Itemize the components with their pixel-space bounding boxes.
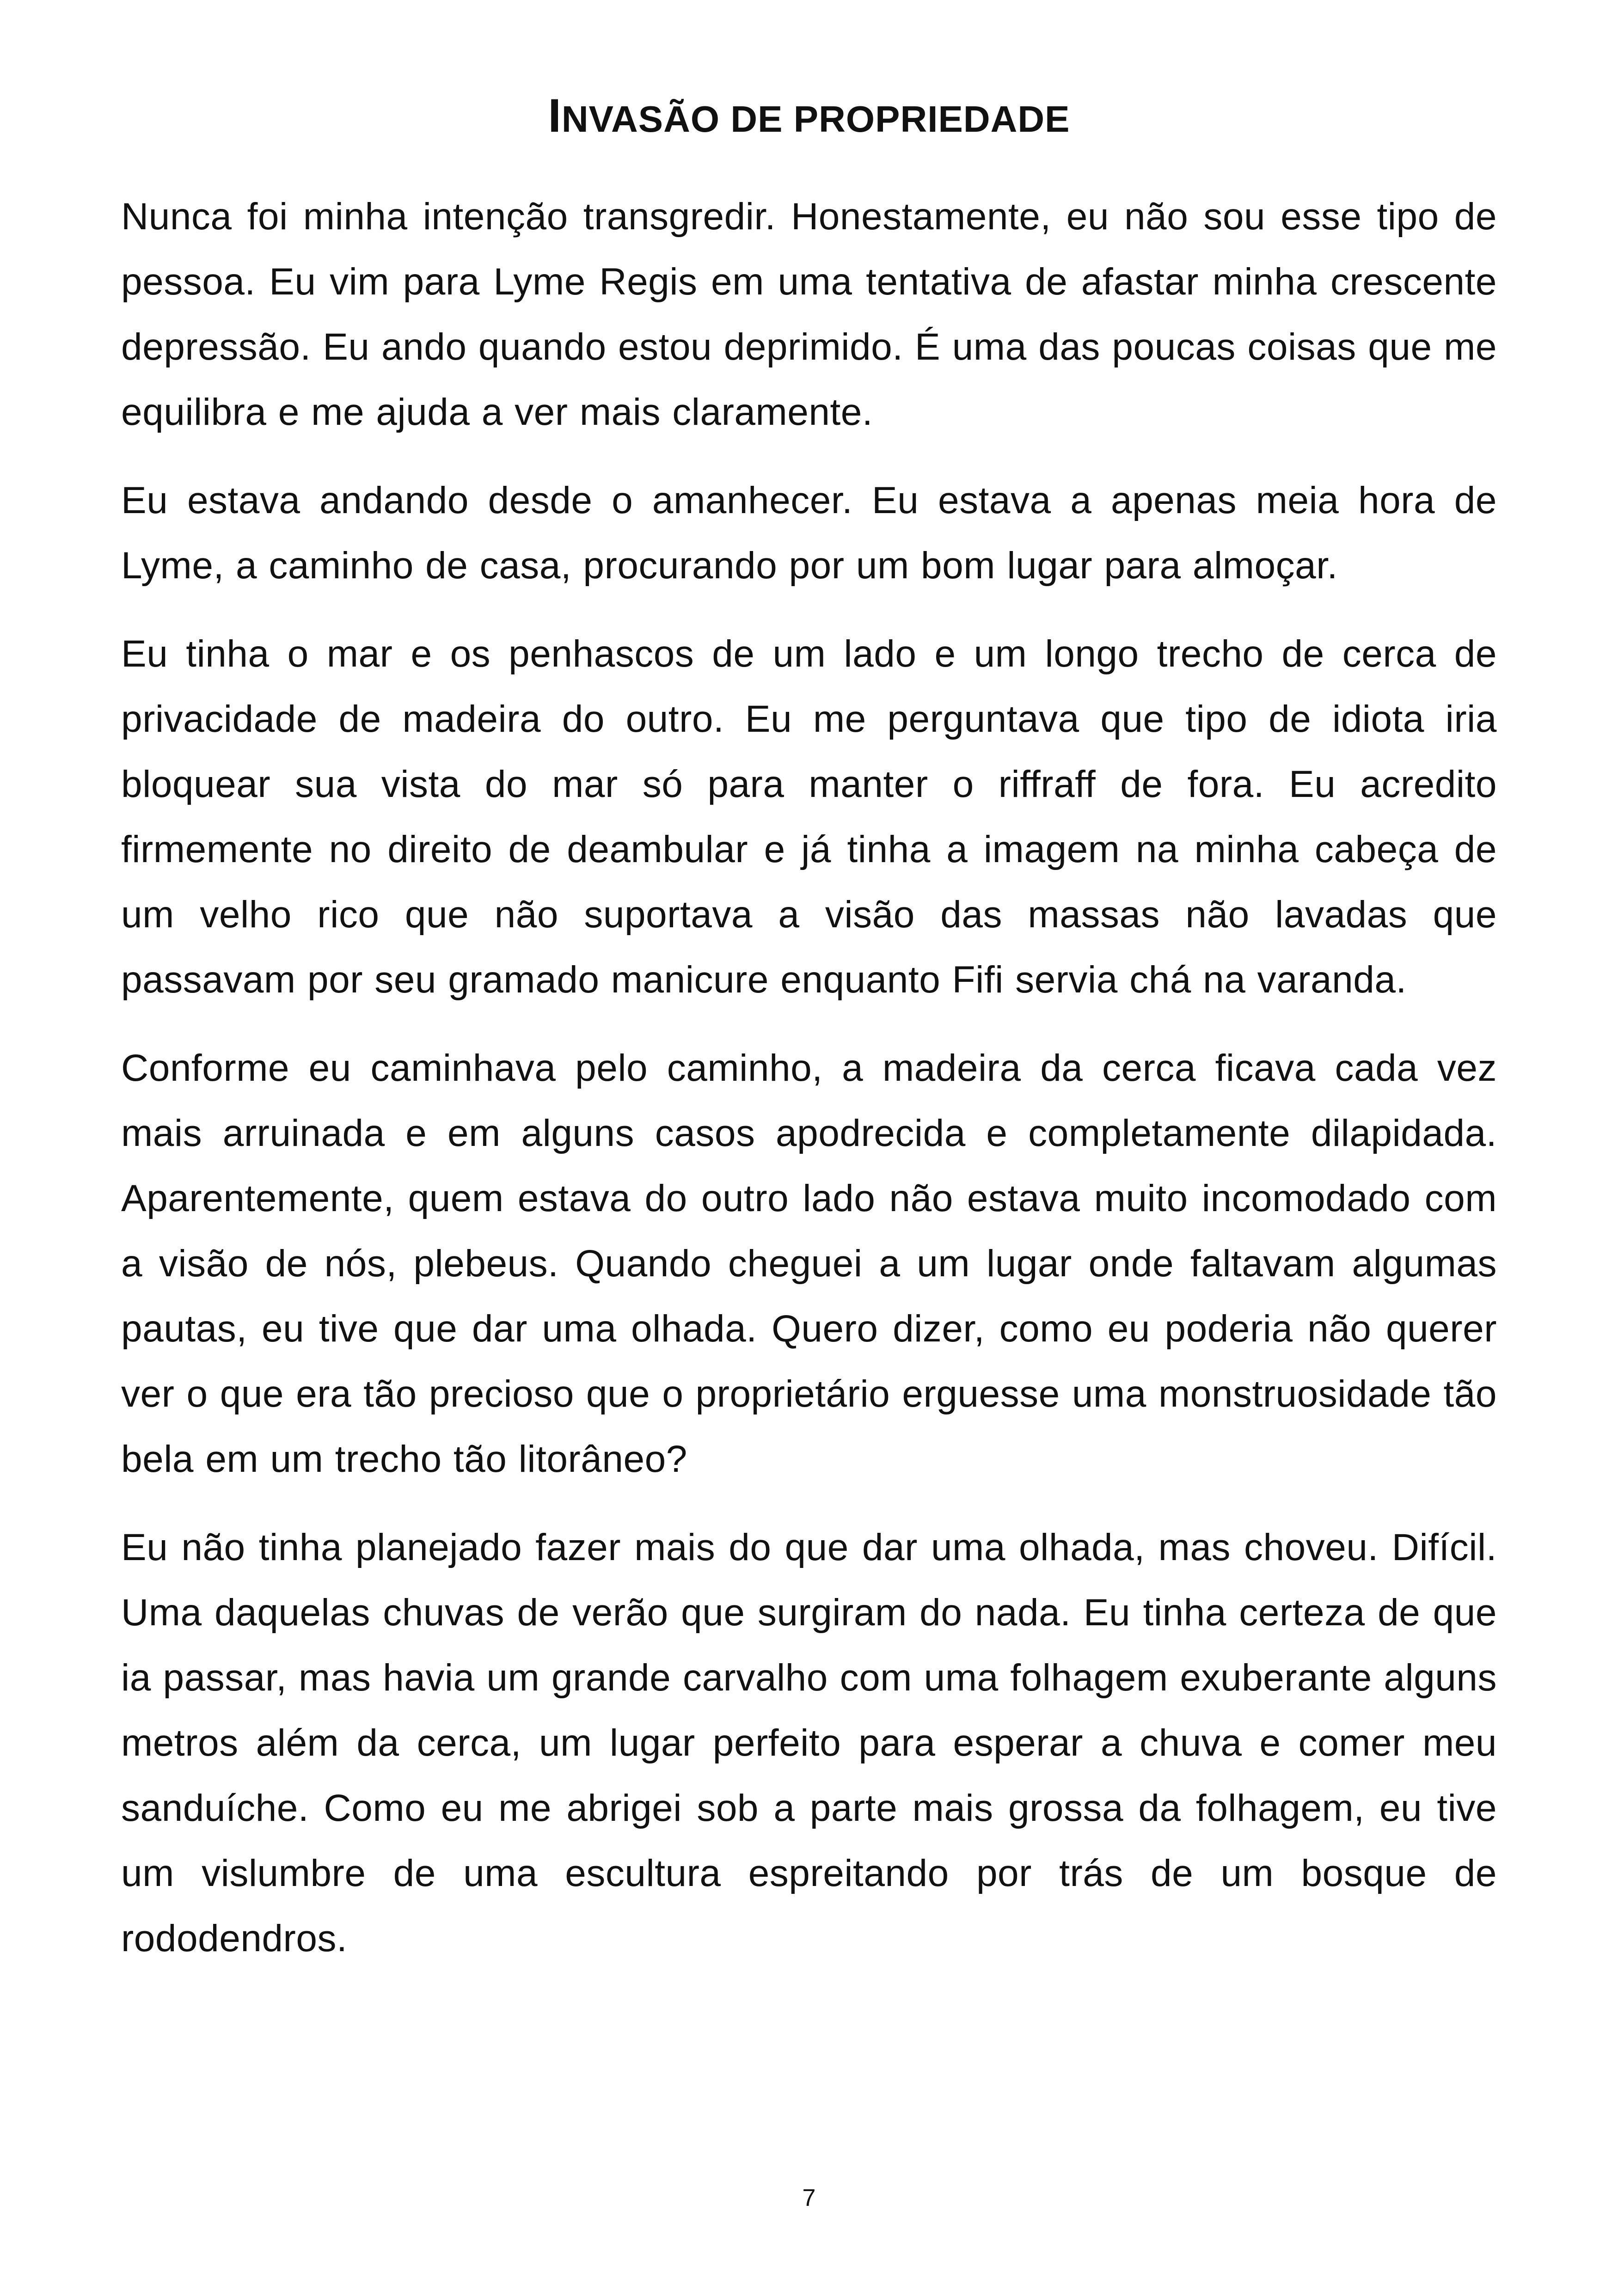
paragraph-4: Conforme eu caminhava pelo caminho, a madeira da cerca ficava cada vez mais arruinada e em alguns casos apodrecida e completamente dilapidada. Aparentemente, quem estava do outro lado não estava muito incomodado com a visão de nós, plebeus. Quando cheguei a um lugar onde faltavam algumas pautas, eu tive que dar uma olhada. Quero dizer, como eu poderia não querer ver o que era tão precioso que o proprietário erguesse uma monstruosidade tão bela em um trecho tão litorâneo? <box>121 1047 1497 1480</box>
chapter-title-rest: NVASÃO DE PROPRIEDADE <box>561 98 1070 140</box>
page-number: 7 <box>802 2185 816 2211</box>
paragraph-3: Eu tinha o mar e os penhascos de um lado e um longo trecho de cerca de privacidade de madeira do outro. Eu me perguntava que tipo de idiota iria bloquear sua vista do mar só para manter o riffraff de fora. Eu acredito firmemente no direito de deambular e já tinha a imagem na minha cabeça de um velho rico que não suportava a visão das massas não lavadas que passavam por seu gramado manicure enquanto Fifi servia chá na varanda. <box>121 633 1497 1001</box>
body-text <box>121 184 1497 1994</box>
paragraph-1: Nunca foi minha intenção transgredir. Honestamente, eu não sou esse tipo de pessoa. Eu vim para Lyme Regis em uma tentativa de afastar minha crescente depressão. Eu ando quando estou deprimido. É uma das poucas coisas que me equilibra e me ajuda a ver mais claramente. <box>121 196 1497 433</box>
paragraph-5: Eu não tinha planejado fazer mais do que dar uma olhada, mas choveu. Difícil. Uma daquelas chuvas de verão que surgiram do nada. Eu tinha certeza de que ia passar, mas havia um grande carvalho com uma folhagem exuberante alguns metros além da cerca, um lugar perfeito para esperar a chuva e comer meu sanduíche. Como eu me abrigei sob a parte mais grossa da folhagem, eu tive um vislumbre de uma escultura espreitando por trás de um bosque de rododendros. <box>121 1526 1497 1959</box>
chapter-title <box>121 89 1497 142</box>
chapter-title-initial: I <box>548 89 562 142</box>
paragraph-2: Eu estava andando desde o amanhecer. Eu estava a apenas meia hora de Lyme, a caminho de casa, procurando por um bom lugar para almoçar. <box>121 479 1497 587</box>
